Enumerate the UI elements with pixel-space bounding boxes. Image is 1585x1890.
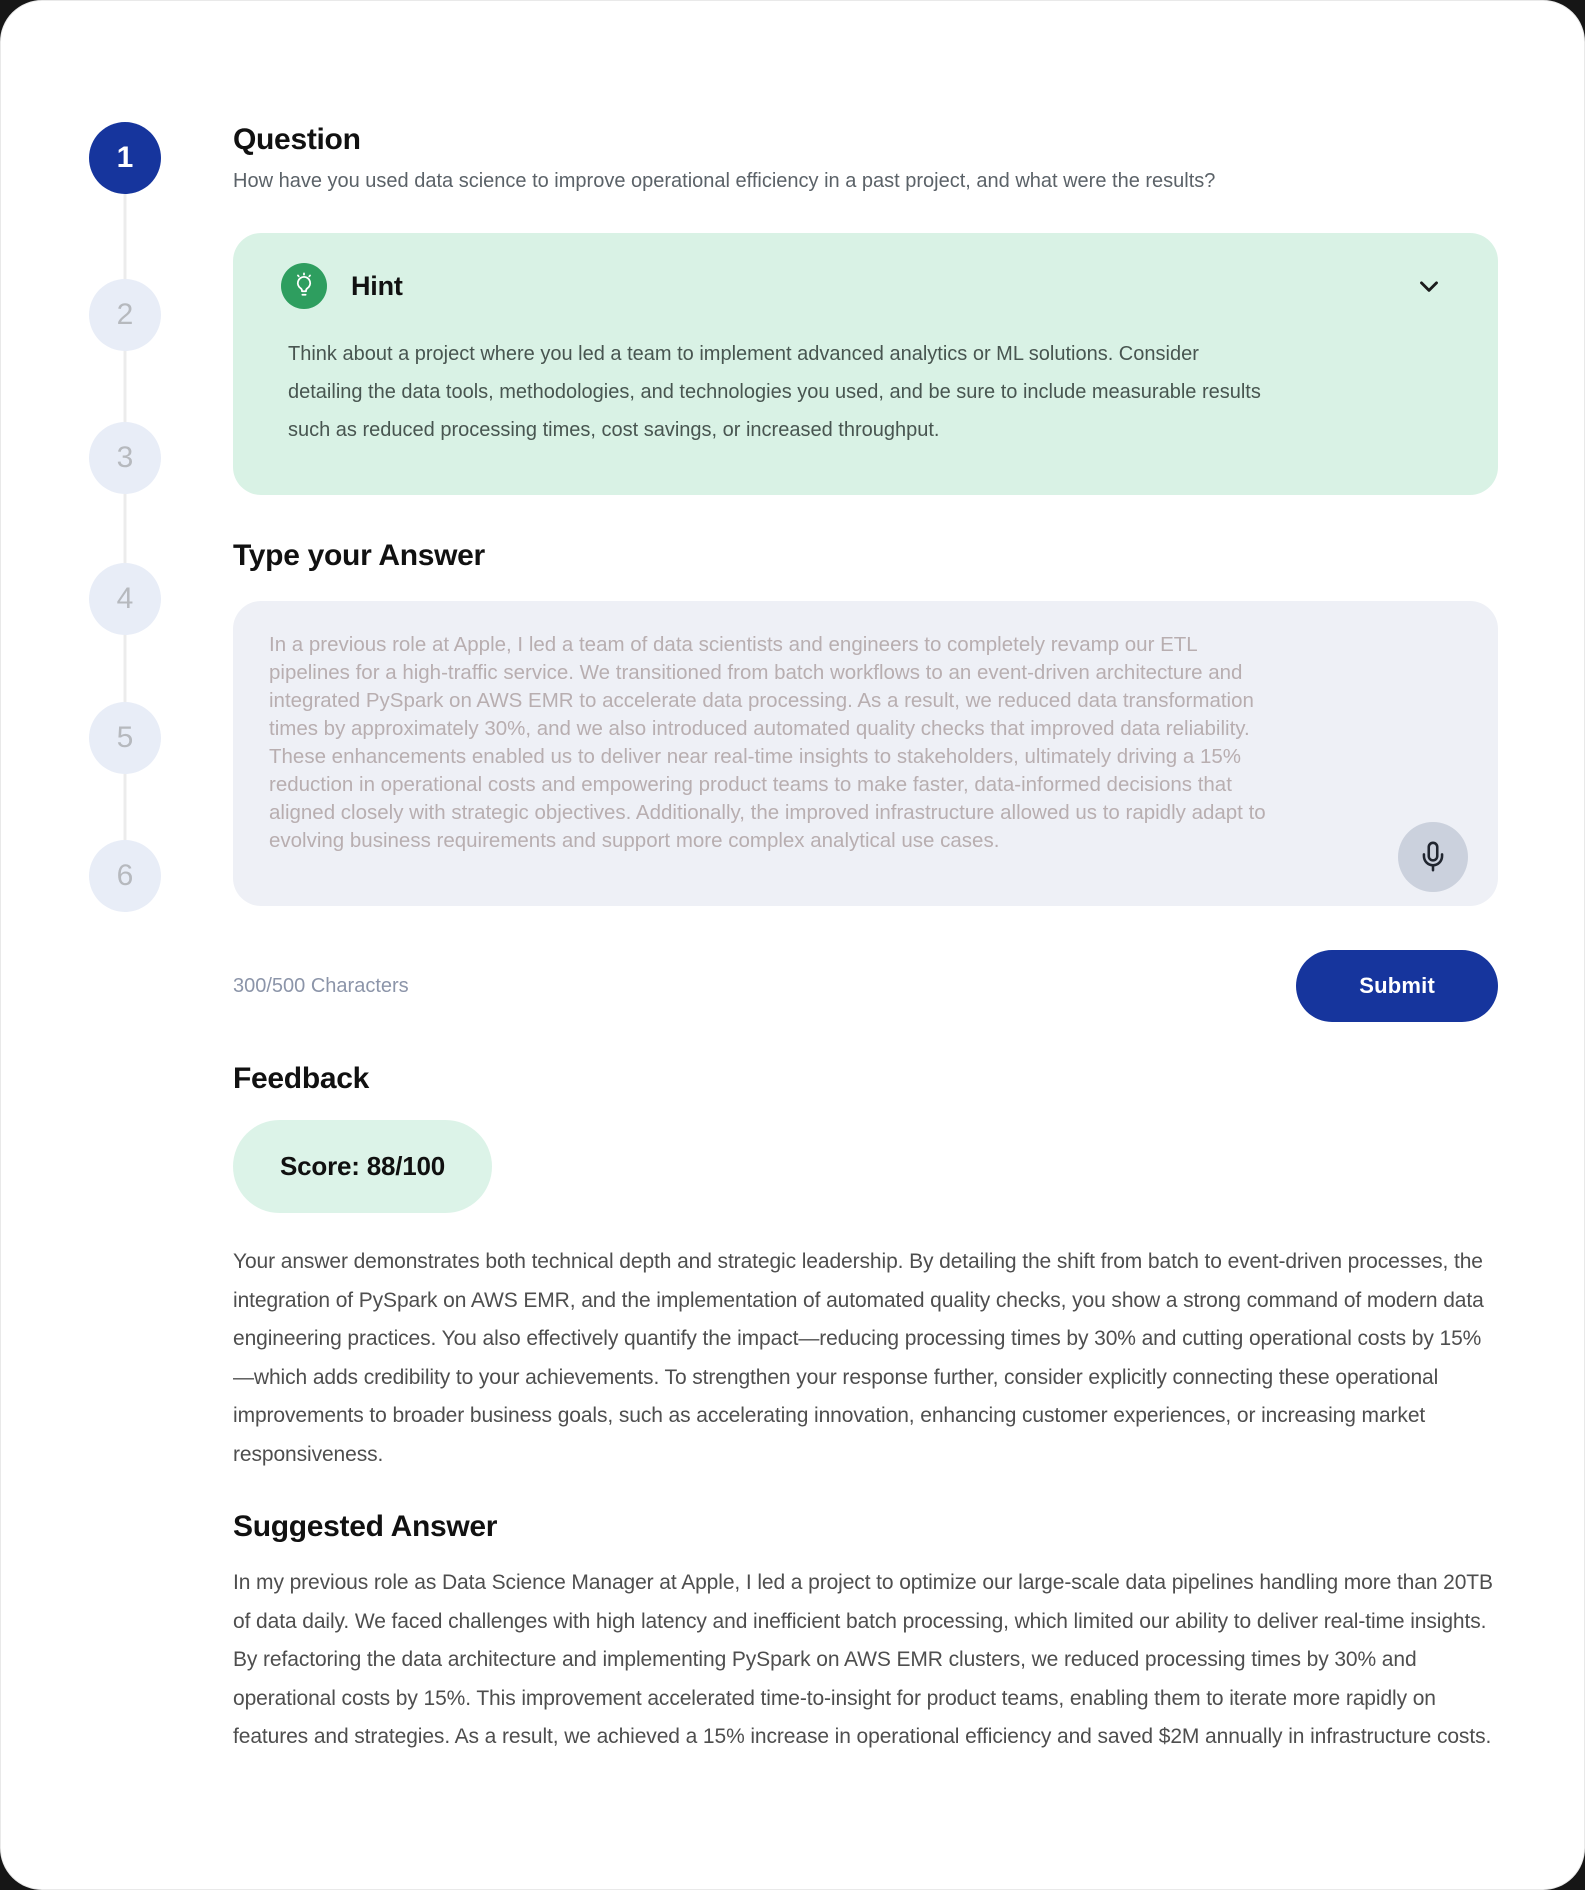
question-heading: Question <box>233 123 361 156</box>
suggested-answer-text: In my previous role as Data Science Manager at Apple, I led a project to optimize our large-scale data pipelines handling more than 20TB of data daily. We faced challenges with high latency and inefficient batch processing, which limited our ability to deliver real-time insights. By refactoring the data architecture and implementing PySpark on AWS EMR clusters, we reduced processing times by 30% and operational costs by 15%. This improvement accelerated time-to-insight for product teams, enabling them to iterate more rapidly on features and strategies. As a result, we achieved a 15% increase in operational efficiency and saved $2M annually in infrastructure costs. <box>233 1571 1493 1748</box>
answer-heading: Type your Answer <box>233 539 485 572</box>
step-1[interactable]: 1 <box>89 122 161 194</box>
hint-card <box>233 233 1498 495</box>
step-4[interactable]: 4 <box>89 563 161 635</box>
feedback-text: Your answer demonstrates both technical depth and strategic leadership. By detailing the shift from batch to event-driven processes, the integration of PySpark on AWS EMR, and the implementation of automated quality checks, you show a strong command of modern data engineering practices. You also effectively quantify the impact—reducing processing times by 30% and cutting operational costs by 15%—which adds credibility to your achievements. To strengthen your response further, consider explicitly connecting these operational improvements to broader business goals, such as accelerating innovation, enhancing customer experiences, or increasing market responsiveness. <box>233 1250 1484 1466</box>
suggested-answer-heading: Suggested Answer <box>233 1510 498 1543</box>
step-5[interactable]: 5 <box>89 702 161 774</box>
step-2[interactable]: 2 <box>89 279 161 351</box>
character-counter: 300/500 Characters <box>233 974 409 997</box>
hint-header <box>281 263 1446 309</box>
step-3[interactable]: 3 <box>89 422 161 494</box>
submit-button[interactable]: Submit <box>1296 950 1498 1022</box>
question-text: How have you used data science to improve operational efficiency in a past project, and what were the results? <box>233 170 1216 192</box>
main-content <box>233 1 1498 1757</box>
chevron-down-icon[interactable] <box>1412 269 1446 303</box>
question-stepper <box>89 122 161 912</box>
hint-text: Think about a project where you led a team to implement advanced analytics or ML solutions. Consider detailing the data tools, methodologies, and technologies you used, and be sure to include measurable results such as reduced processing times, cost savings, or increased throughput. <box>288 343 1261 441</box>
score-badge: Score: 88/100 <box>233 1120 492 1213</box>
answer-footer <box>233 950 1498 1022</box>
answer-field-container <box>233 601 1498 906</box>
feedback-heading: Feedback <box>233 1062 369 1095</box>
answer-textarea[interactable] <box>233 601 1498 906</box>
step-6[interactable]: 6 <box>89 840 161 912</box>
hint-title: Hint <box>351 270 403 301</box>
lightbulb-icon <box>281 263 327 309</box>
microphone-button[interactable] <box>1398 822 1468 892</box>
